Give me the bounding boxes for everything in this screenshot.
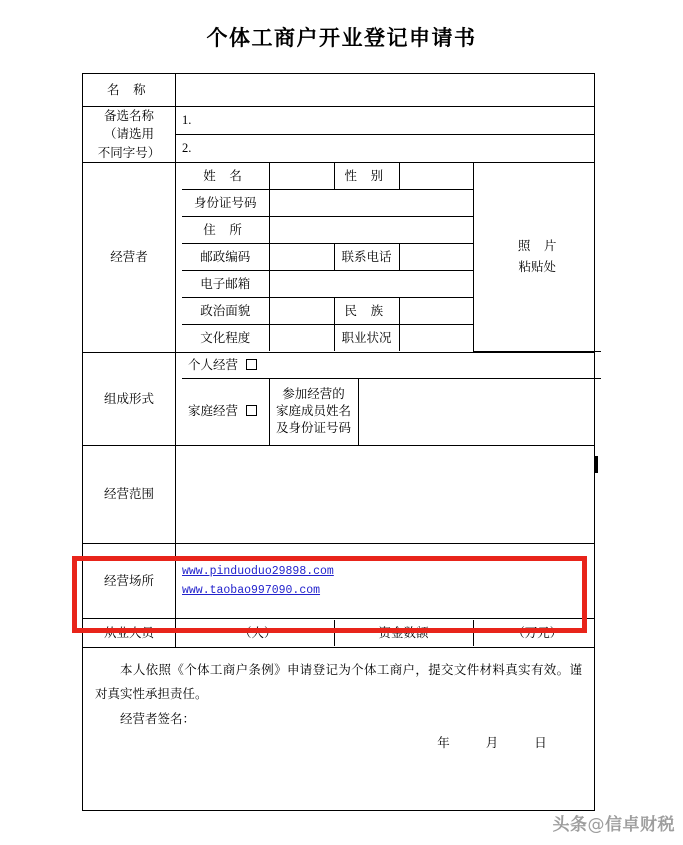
- staff-capital-row: [182, 620, 601, 646]
- operator-detail-container: [176, 163, 595, 353]
- business-place-url-list: [182, 561, 588, 601]
- staff-capital-table: [182, 620, 601, 646]
- composition-container: [176, 353, 595, 446]
- field-education[interactable]: [269, 325, 334, 352]
- operator-row-fullname: [182, 163, 601, 190]
- label-business-scope: 经营范围: [83, 446, 176, 544]
- field-political-status[interactable]: [269, 298, 334, 325]
- field-ethnicity[interactable]: [399, 298, 473, 325]
- business-place-url-2[interactable]: www.taobao997090.com: [182, 584, 321, 597]
- watermark: [553, 810, 676, 835]
- field-phone[interactable]: [399, 244, 473, 271]
- label-email: 电子邮箱: [182, 271, 269, 298]
- table-row-business-place: [83, 544, 595, 619]
- label-id-number: 身份证号码: [182, 190, 269, 217]
- field-id-number[interactable]: [269, 190, 473, 217]
- field-fullname[interactable]: [269, 163, 334, 190]
- field-address[interactable]: [269, 217, 473, 244]
- label-gender: 性 别: [334, 163, 399, 190]
- business-place-url-1[interactable]: www.pinduoduo29898.com: [182, 565, 334, 579]
- label-fullname: 姓 名: [182, 163, 269, 190]
- table-row-staff-capital: [83, 619, 595, 648]
- registration-form: [82, 73, 594, 811]
- table-row-operator: [83, 163, 595, 353]
- label-ethnicity: 民 族: [334, 298, 399, 325]
- stray-mark: [594, 456, 598, 473]
- declaration-block: [83, 648, 594, 756]
- checkbox-individual[interactable]: [246, 359, 257, 370]
- watermark-source: 头条: [552, 815, 588, 835]
- table-row-declaration: [83, 648, 595, 811]
- label-operator: 经营者: [83, 163, 176, 353]
- page-title: 个体工商户开业登记申请书: [206, 26, 477, 50]
- label-alt-name-line1: 备选名称: [103, 109, 154, 124]
- label-family-members-line2: 家庭成员姓名: [275, 404, 351, 419]
- label-name: 名 称: [83, 74, 176, 107]
- label-alt-name-line2: （请选用: [103, 127, 154, 142]
- table-row-name: [83, 74, 595, 107]
- field-alt-name-2[interactable]: 2.: [176, 135, 595, 163]
- field-business-scope[interactable]: [176, 446, 595, 544]
- declaration-cell: [83, 648, 595, 811]
- photo-area-line2: 粘贴处: [518, 260, 556, 274]
- photo-paste-area: [473, 163, 601, 351]
- date-year[interactable]: 年: [437, 736, 451, 751]
- field-occupation[interactable]: [399, 325, 473, 352]
- watermark-account: 信卓财税: [605, 815, 675, 835]
- label-political-status: 政治面貌: [182, 298, 269, 325]
- field-staff-count-unit[interactable]: （人）: [182, 620, 334, 646]
- date-day[interactable]: 日: [534, 736, 548, 751]
- label-business-place: 经营场所: [83, 544, 176, 619]
- option-family-operation[interactable]: [182, 378, 269, 445]
- label-postcode: 邮政编码: [182, 244, 269, 271]
- label-occupation: 职业状况: [334, 325, 399, 352]
- option-individual-operation[interactable]: [182, 354, 601, 379]
- operator-detail-table: [182, 163, 601, 352]
- field-capital-amount-unit[interactable]: （万元）: [473, 620, 601, 646]
- label-alt-name: [83, 107, 176, 163]
- label-family-members-line1: 参加经营的: [282, 387, 345, 402]
- option-individual-label: 个人经营: [188, 358, 239, 373]
- watermark-at: @: [587, 815, 605, 835]
- field-name-value[interactable]: [176, 74, 595, 107]
- label-education: 文化程度: [182, 325, 269, 352]
- declaration-text: 本人依照《个体工商户条例》申请登记为个体工商户，提交文件材料真实有效。谨对真实性承担责任。: [95, 663, 582, 702]
- label-address: 住 所: [182, 217, 269, 244]
- table-row-alt-name: [83, 107, 595, 135]
- date-month[interactable]: 月: [485, 736, 500, 751]
- date-line: [95, 731, 582, 755]
- composition-row-individual: [182, 354, 601, 379]
- field-gender[interactable]: [399, 163, 473, 190]
- label-staff-count: 从业人员: [83, 619, 176, 648]
- field-email[interactable]: [269, 271, 473, 298]
- composition-row-family: [182, 378, 601, 445]
- field-alt-name-1[interactable]: 1.: [176, 107, 595, 135]
- label-composition: 组成形式: [83, 353, 176, 446]
- form-table: [82, 73, 595, 811]
- option-family-label: 家庭经营: [188, 404, 239, 419]
- checkbox-family[interactable]: [246, 405, 257, 416]
- table-row-business-scope: [83, 446, 595, 544]
- field-family-members[interactable]: [358, 378, 601, 445]
- field-postcode[interactable]: [269, 244, 334, 271]
- photo-area-line1: 照 片: [517, 238, 562, 253]
- label-family-members-line3: 及身份证号码: [275, 420, 351, 435]
- label-alt-name-line3: 不同字号）: [97, 145, 161, 160]
- label-phone: 联系电话: [334, 244, 399, 271]
- table-row-composition: [83, 353, 595, 446]
- signature-label[interactable]: 经营者签名：: [120, 711, 196, 726]
- staff-capital-container: [176, 619, 595, 648]
- field-business-place[interactable]: [176, 544, 595, 619]
- composition-table: [182, 354, 601, 445]
- label-capital-amount: 资金数额: [334, 620, 473, 646]
- label-family-members: [269, 378, 358, 445]
